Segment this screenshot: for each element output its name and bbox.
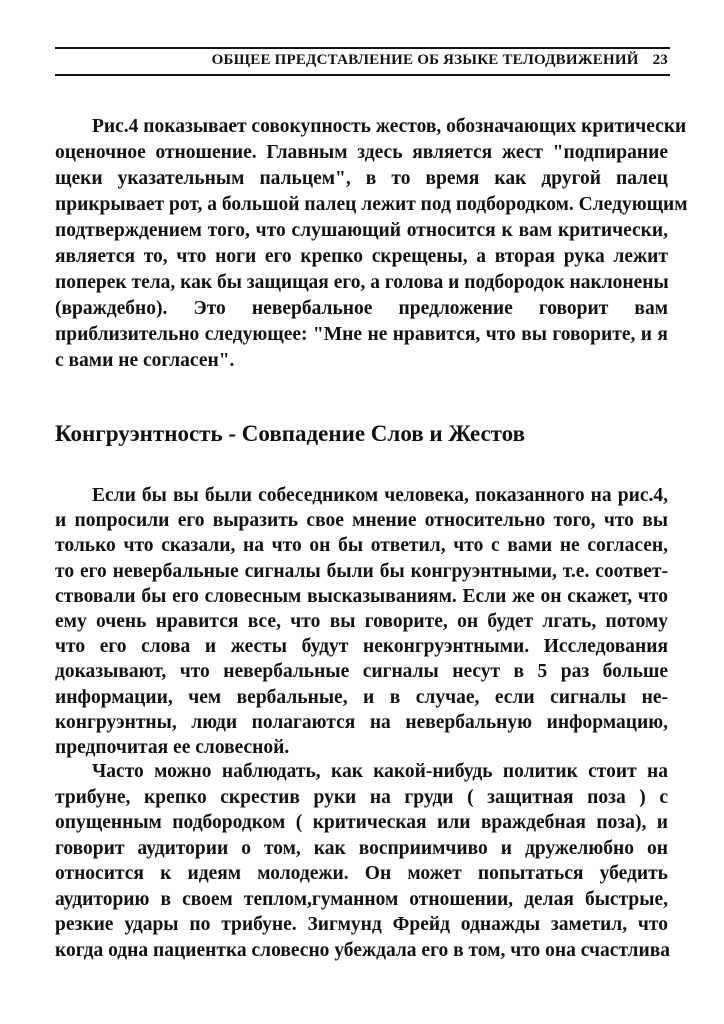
- text-line: с вами не согласен".: [55, 350, 235, 371]
- text-line: когда одна пациентка словесно убеждала его в том, что она счастлива: [55, 939, 670, 961]
- text-line: доказывают, что невербальные сигналы несут в 5 раз больше: [55, 661, 668, 683]
- text-line: только что сказали, на что он бы ответил, что с вами не согласен,: [55, 535, 668, 557]
- text-line: (враждебно). Это невербальное предложение говорит вам: [55, 298, 668, 319]
- text-line: относится к идеям молодежи. Он может попытаться убедить: [55, 863, 668, 884]
- header-title: ОБЩЕЕ ПРЕДСТАВЛЕНИЕ ОБ ЯЗЫКЕ ТЕЛОДВИЖЕНИЙ: [211, 52, 639, 68]
- text-line: подтверждением того, что слушающий относится к вам критически,: [55, 220, 668, 241]
- text-line: является то, что ноги его крепко скрещены, а вторая рука лежит: [55, 246, 668, 267]
- text-line: ствовали бы его словесным высказываниям. Если же он скажет, что: [55, 585, 668, 607]
- page-number: 23: [652, 52, 668, 68]
- text-line: ему очень нравится все, что вы говорите, он будет лгать, потому: [55, 610, 668, 632]
- paragraph-3: [55, 759, 668, 963]
- text-line: Рис.4 показывает совокупность жестов, обозначающих критически: [92, 116, 687, 137]
- paragraph-2: [55, 483, 668, 760]
- paragraph-1: [55, 114, 688, 374]
- text-line: что его слова и жесты будут неконгруэнтными. Исследования: [55, 636, 668, 658]
- header-rule-top: [55, 47, 670, 49]
- text-line: и попросили его выразить свое мнение относительно того, что вы: [55, 510, 668, 532]
- text-line: конгруэнтны, люди полагаются на невербальную информацию,: [55, 711, 668, 733]
- text-line: оценочное отношение. Главным здесь является жест "подпирание: [55, 142, 668, 163]
- text-line: поперек тела, как бы защищая его, а голова и подбородок наклонены: [55, 272, 669, 293]
- text-line: трибуне, крепко скрестив руки на груди ( защитная поза ) с: [55, 786, 668, 808]
- text-line: щеки указательным пальцем", в то время как другой палец: [55, 168, 668, 189]
- text-line: аудиторию в своем теплом,гуманном отношении, делая быстрые,: [55, 888, 668, 910]
- text-line: информации, чем вербальные, и в случае, если сигналы не-: [55, 686, 668, 708]
- section-heading: Конгруэнтность - Совпадение Слов и Жестов: [55, 421, 526, 446]
- text-line: Часто можно наблюдать, как какой-нибудь политик стоит на: [92, 761, 668, 782]
- text-line: прикрывает рот, а большой палец лежит под подбородком. Следующим: [55, 194, 688, 215]
- header-rule-bottom: [55, 74, 670, 76]
- text-line: предпочитая ее словесной.: [55, 736, 290, 758]
- text-line: Если бы вы были собеседником человека, показанного на рис.4,: [92, 485, 668, 506]
- text-line: то его невербальные сигналы были бы конгруэнтными, т.е. соответ-: [55, 560, 668, 582]
- text-line: опущенным подбородком ( критическая или враждебная поза), и: [55, 812, 668, 833]
- text-line: говорит аудитории о том, как восприимчиво и дружелюбно он: [55, 837, 668, 859]
- running-header: [55, 52, 668, 69]
- text-line: приблизительно следующее: "Мне не нравится, что вы говорите, и я: [55, 324, 668, 345]
- text-line: резкие удары по трибуне. Зигмунд Фрейд однажды заметил, что: [55, 914, 668, 935]
